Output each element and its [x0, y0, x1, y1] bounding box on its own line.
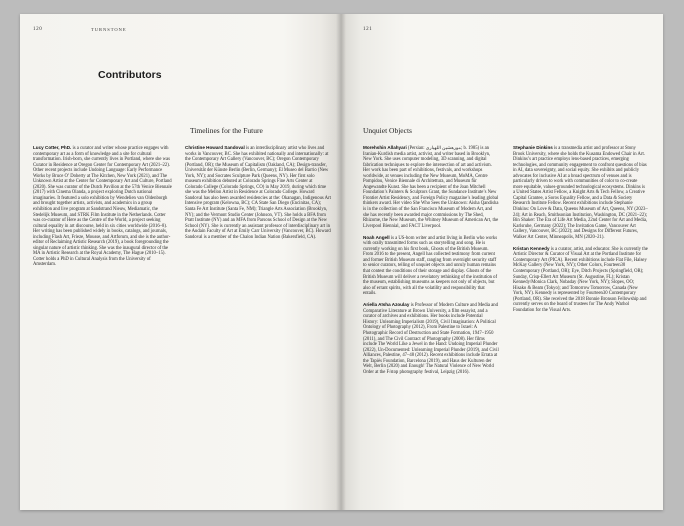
bio-entry — [185, 145, 331, 240]
open-book — [20, 14, 663, 510]
bio-entry — [363, 145, 499, 229]
bio-column-3 — [363, 145, 499, 381]
section-title-timelines: Timelines for the Future — [190, 126, 263, 135]
section-title-unquiet: Unquiet Objects — [363, 126, 412, 135]
bio-entry — [513, 246, 648, 314]
running-head: TURNSTONE — [91, 27, 127, 32]
bio-text: is an interdisciplinary artist who lives and works in Vancouver, BC. She has exhibited nationally and internationally: at the Contemporary Art Gallery (Vancouver, BC); Oregon Contemporary (Portland, OR); the Museum of Capitalism (Oakland, CA); Design-transfer, Universität der Künste Berlin (Berlin, Germany); El Museo del Barrio (New York, NY); and Socrates Sculpture Park (Queens, NY). Her first solo museum exhibition debuted at Colorado Springs Fine Arts Center at Colorado College (Colorado Springs, CO) in May 2019, during which time she was the Mellon Artist in Residence at Colorado College. Howard Sandoval has also been awarded residencies at the: Okanagan, Indigenous Art Intensive program (Kelowna, BC); CA State San Diego (Encinitas, CA); Santa Fe Art Institute (Santa Fe, NM); Triangle Arts Association (Brooklyn, NY); and the Vermont Studio Center (Johnson, VT). She holds a BFA from Pratt Institute (NY) and an MFA from Parsons School of Design at the New School (NY). She is currently an assistant professor of interdisciplinary art in the Audain Faculty of Art at Emily Carr University (Vancouver, BC). Howard Sandoval is a member of the Chalon Indian Nation (Bakersfield, CA). — [185, 146, 331, 240]
bio-entry — [33, 145, 172, 268]
contributor-name: Lucy Cotter, PhD. — [33, 145, 72, 150]
right-page — [341, 14, 663, 510]
right-folio: 121 — [363, 27, 373, 32]
bio-text: is a transmedia artist and professor at Stony Brook University, where she holds the Kusama Endowed Chair in Art. Dinkins’s art practice employs lens-based practices, emerging technologies, and community engagement to confront questions of bias in AI, data sovereignty, and social equity. She exhibits and publicly advocates for inclusive AI at a broad spectrum of venues and is particularly driven to work with communities of color to co-create more equitable, values-grounded technological ecosystems. Dinkins is a United States Artist Fellow, a Knight Arts & Tech Fellow, a Creative Capital Grantee, a Soros Equality Fellow, and a Data & Society Research Institute Fellow. Recent exhibitions include Stephanie Dinkins: On Love & Data, Queens Museum of Art, Queens, NY (2023–24); Art in Reach, Smithsonian Institution, Washington, DC (2021–22); Bin Shaker: The Era of Life Art Media, 22nd Center for Art and Media, Karlsruhe, Germany (2022); The Invitation Game, Vancouver Art Gallery, Vancouver, BC (2022); and Designs for Different Futures, Walker Art Center, Minneapolis, MN (2020–21). — [513, 146, 648, 240]
bio-text: is a curator and writer whose practice engages with contemporary art as a form of knowledge and a site for cultural transformation. Irish-born, she currently lives in Portland, where she was Curator in Residence at Oregon Center for Contemporary Art (2021–22). Other recent projects include Undoing Language: Early Performance Works by Bruce O’ Doherty at The Kitchen, New York (2021), and The Unknown Artist at the Center for Contemporary Art and Culture, Portland (2020). She was curator of the Dutch Pavilion at the 57th Venice Biennale (2017) with Cinema Olanda, a project exploring Dutch national imaginaries. It featured a solo exhibition by Wendelien van Oldenborgh and brought together artists, activists, and academics in a group exhibition and live program at Sandstrand Nieuw, Mediamatic, the Stedelijk Museum, and STRK Film Institute in the Netherlands. Cotter was co-curator of Here as the Centre of the World, a project seeking cultural equality in art discourse, held in six cities worldwide (2016–8). Her writing has been published widely in books, catalogs, and journals, including Flash Art, Frieze, Mousse, and Artforum, and she is the author-editor of Reclaiming Artistic Research (2019), a book foregrounding the singular nature of artistic thinking. She was the inaugural director of the MA in Artistic Research at the Royal Academy, The Hague (2010–15). Cotter holds a PhD in Cultural Analysis from the University of Amsterdam. — [33, 146, 172, 268]
bio-entry — [363, 235, 499, 297]
bio-column-1 — [33, 145, 172, 274]
contributor-name: Stephanie Dinkins — [513, 145, 553, 150]
left-page — [20, 14, 341, 510]
bio-column-2 — [185, 145, 331, 246]
page-title: Contributors — [98, 69, 162, 81]
book-spine-shadow — [336, 14, 346, 510]
contributor-name: Morehshin Allahyari — [363, 145, 407, 150]
bio-text: is Professor of Modern Culture and Media and Comparative Literature at Brown University, a film essayist, and a curator of archives and exhibitions. Her books include Potential History: Unlearning Imperialism (2019), Civil Imagination: A Political Ontology of Photography (2012), From Palestine to Israel: A Photographic Record of Destruction and State Formation, 1947–1950 (2011), and The Civil Contract of Photography (2008). Her films include The World Like a Jewel in the Hand: Undoing Imperial Plunder (2022), Un-Documented: Unlearning Imperial Plunder (2019), and Civil Alliances, Palestine, 47–48 (2012). Recent exhibitions include Errata at the Tapiès Foundation, Barcelona (2019), and Haus der Kulturen der Welt, Berlin (2020) and Enough! The Natural Violence of New World Order at the F/stop photography festival, Leipzig (2016). — [363, 303, 499, 375]
bio-entry — [363, 302, 499, 375]
bio-column-4 — [513, 145, 648, 319]
bio-text: is a curator, artist, and educator. She is currently the Artistic Director & Curator of Visual Art at the Portland Institute for Contemporary Art (PICA). Recent exhibitions include Flat File, Halsey McKay Gallery (New York, NY); Other Colors, Fourteen30 Contemporary (Portland, OR); Eye, Ditch Projects (Springfield, OR); Sunday, Crisp-Ellert Art Museum (St. Augustine, FL); Kristan Kennedy/Monica Clark, Nobaday (New York, NY); Slopes, OO; Hisako & Beam (Tokyo); and Tomorrow Tomorrow, Canada (New York, NY). Kennedy is represented by Fourteen30 Contemporary (Portland, OR). She received the 2018 Bonnie Bronson Fellowship and currently serves on the board of trustees for The Andy Warhol Foundation for the Visual Arts. — [513, 246, 648, 313]
contributor-name: Kristan Kennedy — [513, 245, 550, 251]
bio-text: is a US-born writer and artist living in Berlin who works with orally transmitted forms such as storytelling and song. He is currently working on his first book, Ghosts of the British Museum. From 2016 to the present, Angell has collected testimony from current and former British Museum staff, ranging from overnight security staff to senior curators, telling of unquiet objects and unruly human remains that contest the conditions of their storage and display. Ghosts of the British Museum will deliver a revelatory rethinking of the institution of the museum, establishing museums as keepers not only of objects, but also of errant spirits, with all the volatility and responsibility that entails. — [363, 235, 498, 297]
bio-text: (Persian: مورهشین اللهیاری; b. 1985) is an Iranian-Kurdish media artist, activist, and writer based in Brooklyn, New York. She uses computer modeling, 3D scanning, and digital fabrication techniques to explore the intersection of art and activism. Her work has been part of exhibitions, festivals, and workshops worldwide, at venues including the New Museum, MoMA, Centre Pompidou, Venice Biennale di Architettura, and Museum für Angewandte Kunst. She has been a recipient of the Joan Mitchell Foundation’s Painters & Sculptors Grant, the Sundance Institute’s New Frontier Artist Residency, and Foreign Policy magazine’s leading global thinkers award. Her video She Who Sees the Unknown: Aisha Qandisha is in the collection of the San Francisco Museum of Modern Art, and she has recently been awarded major commissions by The Shed, Rhizome, the New Museum, the Whitney Museum of American Art, the Liverpool Biennial, and FACT Liverpool. — [363, 146, 499, 229]
contributor-name: Christine Howard Sandoval — [185, 145, 245, 150]
left-folio: 120 — [33, 27, 43, 32]
contributor-name: Noah Angell — [363, 234, 390, 240]
bio-entry — [513, 145, 648, 240]
contributor-name: Ariella Aïsha Azoulay — [363, 302, 410, 308]
